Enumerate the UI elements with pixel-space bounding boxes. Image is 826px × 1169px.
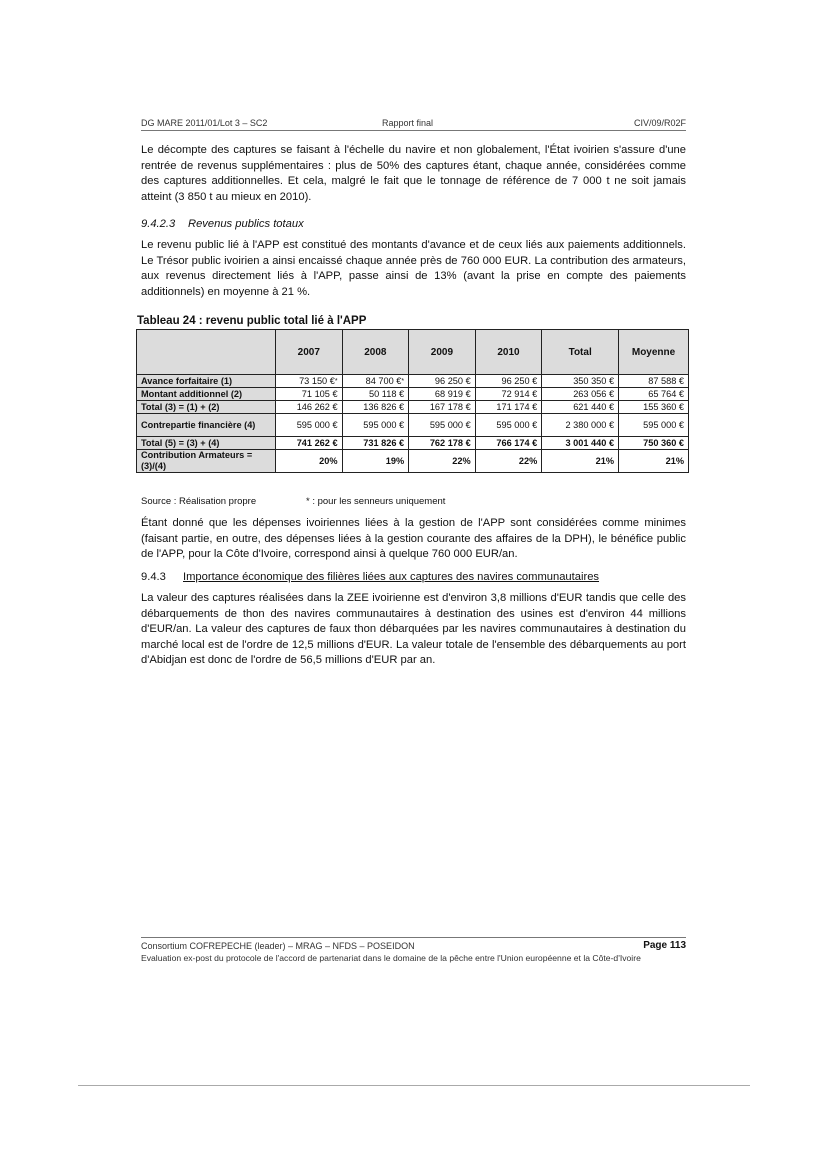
table-cell: 96 250 € [475, 375, 542, 388]
table-cell: 263 056 € [542, 388, 619, 401]
intro-paragraph: Le décompte des captures se faisant à l'échelle du navire et non globalement, l'État ivoirien s'assure d'une rentrée de revenus supplémentaires : plus de 50% des captures étant, chaque année, considérées comme des captures additionnelles. Et cela, malgré le fait que le tonnage de référence de 7 000 t ne soit jamais atteint (3 850 t au mieux en 2010). [141, 144, 686, 203]
column-header: Moyenne [619, 330, 689, 375]
table-cell: 595 000 € [276, 414, 343, 437]
table-cell: 21% [619, 450, 689, 473]
table-cell: 595 000 € [619, 414, 689, 437]
header-code: CIV/09/R02F [633, 118, 686, 128]
table-cell: 136 826 € [342, 401, 409, 414]
table-cell: 750 360 € [619, 437, 689, 450]
source-note: * : pour les senneurs uniquement [306, 496, 446, 507]
section-number: 9.4.2.3 [141, 218, 176, 230]
row-label: Total (5) = (3) + (4) [137, 437, 276, 450]
revenus-paragraph: Le revenu public lié à l'APP est constitué des montants d'avance et de ceux liés aux paiements additionnels. Le Trésor public ivoirien a ainsi encaissé chaque année près de 760 000 EUR. La contribution des armateurs, aux revenus directement liés à l'APP, passe ainsi de 13% (avant la prise en compte des paiements additionnels) en moyenne à 21 %. [141, 239, 686, 298]
table-cell: 167 178 € [409, 401, 476, 414]
bottom-divider [78, 1085, 750, 1086]
section-title: Importance économique des filières liées aux captures des navires communautaires [183, 571, 600, 583]
table-row [137, 375, 689, 388]
table-cell: 595 000 € [475, 414, 542, 437]
column-header: 2007 [276, 330, 343, 375]
footnote-mark: * [334, 377, 338, 385]
source-text: Source : Réalisation propre [141, 496, 257, 507]
page-header [141, 117, 686, 131]
column-header: 2008 [342, 330, 409, 375]
footer-consortium: Consortium COFREPECHE (leader) – MRAG – NFDS – POSEIDON [141, 941, 415, 951]
table-cell: 595 000 € [342, 414, 409, 437]
table-cell: 22% [475, 450, 542, 473]
page-number: Page 113 [643, 940, 686, 951]
valeur-paragraph: La valeur des captures réalisées dans la ZEE ivoirienne est d'environ 3,8 millions d'EUR tandis que celle des débarquements de thon des navires communautaires à destination des usines est d'environ 44 millions d'EUR/an. La valeur des captures de faux thon débarquées par les navires communautaires à destination du marché local est de l'ordre de 12,5 millions d'EUR. La valeur totale de l'ensemble des débarquements au port d'Abidjan est donc de l'ordre de 56,5 millions d'EUR par an. [141, 592, 686, 666]
table-cell: 50 118 € [342, 388, 409, 401]
table-cell: 621 440 € [542, 401, 619, 414]
column-header: 2010 [475, 330, 542, 375]
footer-document-title: Evaluation ex-post du protocole de l'accord de partenariat dans le domaine de la pêche entre l'Union européenne et la Côte-d'Ivoire [141, 953, 641, 963]
table-cell: 155 360 € [619, 401, 689, 414]
table-cell: 96 250 € [409, 375, 476, 388]
table-row [137, 437, 689, 450]
table-cell: 71 105 € [276, 388, 343, 401]
table-cell: 3 001 440 € [542, 437, 619, 450]
section-title: Revenus publics totaux [188, 218, 304, 230]
row-label: Contribution Armateurs = (3)/(4) [137, 450, 276, 473]
table-cell: 762 178 € [409, 437, 476, 450]
row-label: Contrepartie financière (4) [137, 414, 276, 437]
table-cell: 19% [342, 450, 409, 473]
table-cell: 171 174 € [475, 401, 542, 414]
table-corner-cell [137, 330, 276, 375]
table-cell: 72 914 € [475, 388, 542, 401]
table-cell: 595 000 € [409, 414, 476, 437]
header-report-type: Rapport final [382, 118, 434, 128]
revenue-table [136, 329, 689, 473]
section-heading-9-4-2-3 [141, 218, 304, 230]
table-cell: 741 262 € [276, 437, 343, 450]
table-header-row [137, 330, 689, 375]
section-number: 9.4.3 [141, 571, 166, 583]
table-row [137, 401, 689, 414]
table-cell: 73 150 €* [276, 375, 343, 388]
benefice-paragraph: Étant donné que les dépenses ivoiriennes liées à la gestion de l'APP sont considérées comme minimes (faisant partie, en outre, des dépenses liées à la gestion courante des affaires de la DPH), le bénéfice public de l'APP, pour la Côte d'Ivoire, correspond ainsi à quelque 760 000 EUR/an. [141, 517, 686, 560]
row-label: Montant additionnel (2) [137, 388, 276, 401]
table-row [137, 388, 689, 401]
table-cell: 146 262 € [276, 401, 343, 414]
footnote-mark: * [401, 377, 405, 385]
column-header: 2009 [409, 330, 476, 375]
row-label: Avance forfaitaire (1) [137, 375, 276, 388]
table-cell: 350 350 € [542, 375, 619, 388]
page-footer [141, 937, 686, 963]
column-header: Total [542, 330, 619, 375]
table-source [141, 496, 446, 507]
table-cell: 87 588 € [619, 375, 689, 388]
table-row [137, 450, 689, 473]
table-row [137, 414, 689, 437]
table-cell: 65 764 € [619, 388, 689, 401]
table-cell: 20% [276, 450, 343, 473]
section-heading-9-4-3 [141, 571, 599, 583]
table-cell: 84 700 €* [342, 375, 409, 388]
header-reference: DG MARE 2011/01/Lot 3 – SC2 [141, 118, 268, 128]
table-cell: 68 919 € [409, 388, 476, 401]
row-label: Total (3) = (1) + (2) [137, 401, 276, 414]
table-cell: 2 380 000 € [542, 414, 619, 437]
table-cell: 21% [542, 450, 619, 473]
table-cell: 731 826 € [342, 437, 409, 450]
table-caption: Tableau 24 : revenu public total lié à l'APP [137, 315, 367, 327]
table-cell: 766 174 € [475, 437, 542, 450]
table-cell: 22% [409, 450, 476, 473]
